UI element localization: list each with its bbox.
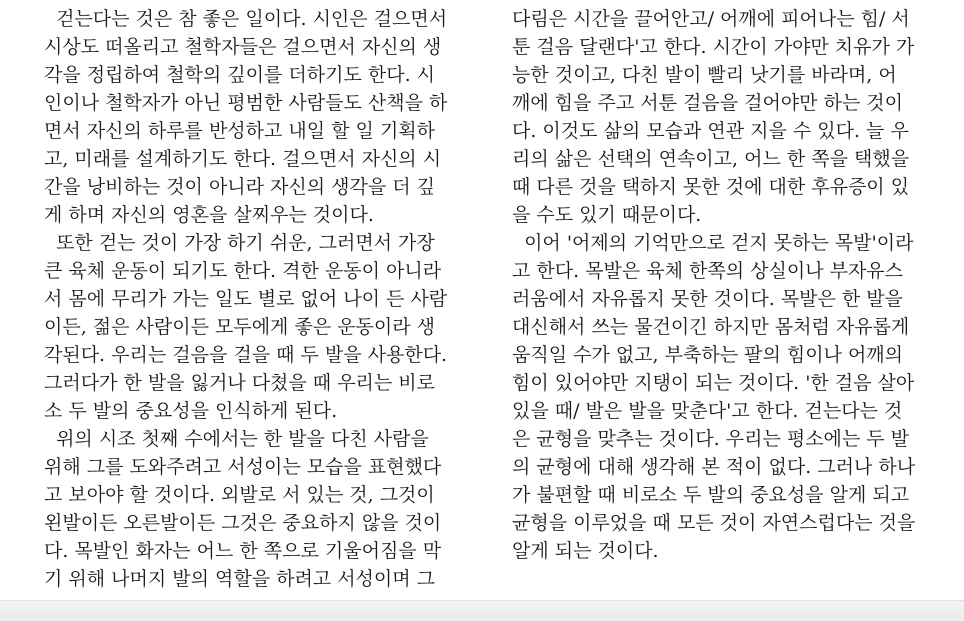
text-line: 있을 때/ 발은 발을 맞춘다'고 한다. 걷는다는 것 [512,400,903,422]
text-line: 힘이 있어야만 지탱이 되는 것이다. '한 걸음 살아 [512,372,915,394]
text-line: 소 두 발의 중요성을 인식하게 된다. [44,400,338,422]
text-line: 능한 것이고, 다친 발이 빨리 낫기를 바라며, 어 [512,64,897,86]
text-line: 간을 낭비하는 것이 아니라 자신의 생각을 더 깊 [44,176,436,198]
text-line: 각된다. 우리는 걸음을 걸을 때 두 발을 사용한다. [44,344,448,366]
text-line: 게 하며 자신의 영혼을 살찌우는 것이다. [44,204,374,226]
text-line: 움직일 수가 없고, 부축하는 팔의 힘이나 어깨의 [512,344,904,366]
text-line: 그러다가 한 발을 잃거나 다쳤을 때 우리는 비로 [44,372,436,394]
text-line: 알게 되는 것이다. [512,540,659,562]
text-line: 면서 자신의 하루를 반성하고 내일 할 일 기획하 [44,120,436,142]
page-bottom-edge [0,600,964,621]
text-line: 가 불편할 때 비로소 두 발의 중요성을 알게 되고 [512,484,910,506]
text-line: 서 몸에 무리가 가는 일도 별로 없어 나이 든 사람 [44,288,448,310]
text-line: 툰 걸음 달랜다'고 한다. 시간이 가야만 치유가 가 [512,36,915,58]
text-line: 은 균형을 맞추는 것이다. 우리는 평소에는 두 발 [512,428,910,450]
text-line: 또한 걷는 것이 가장 하기 쉬운, 그러면서 가장 [44,232,435,254]
text-line: 리의 삶은 선택의 연속이고, 어느 한 쪽을 택했을 [512,148,910,170]
text-line: 때 다른 것을 택하지 못한 것에 대한 후유증이 있 [512,176,910,198]
text-line: 위해 그를 도와주려고 서성이는 모습을 표현했다 [44,456,442,478]
text-line: 시상도 떠올리고 철학자들은 걸으면서 자신의 생 [44,36,442,58]
text-line: 큰 육체 운동이 되기도 한다. 격한 운동이 아니라 [44,260,442,282]
text-line: 고 한다. 목발은 육체 한쪽의 상실이나 부자유스 [512,260,904,282]
text-line: 고, 미래를 설계하기도 한다. 걸으면서 자신의 시 [44,148,442,170]
text-line: 인이나 철학자가 아닌 평범한 사람들도 산책을 하 [44,92,448,114]
text-line: 기 위해 나머지 발의 역할을 하려고 서성이며 그 [44,568,436,590]
text-line: 이든, 젊은 사람이든 모두에게 좋은 운동이라 생 [44,316,436,338]
text-line: 을 수도 있기 때문이다. [512,204,702,226]
text-line: 위의 시조 첫째 수에서는 한 발을 다친 사람을 [44,428,429,450]
text-line: 균형을 이루었을 때 모든 것이 자연스럽다는 것을 [512,512,916,534]
text-line: 대신해서 쓰는 물건이긴 하지만 몸처럼 자유롭게 [512,316,910,338]
text-line: 이어 '어제의 기억만으로 걷지 못하는 목발'이라 [512,232,914,254]
text-line: 다림은 시간을 끌어안고/ 어깨에 피어나는 힘/ 서 [512,8,910,30]
text-line: 러움에서 자유롭지 못한 것이다. 목발은 한 발을 [512,288,904,310]
text-line: 각을 정립하여 철학의 깊이를 더하기도 한다. 시 [44,64,436,86]
text-line: 다. 이것도 삶의 모습과 연관 지을 수 있다. 늘 우 [512,120,909,142]
text-line: 의 균형에 대해 생각해 본 적이 없다. 그러나 하나 [512,456,916,478]
text-line: 고 보아야 할 것이다. 외발로 서 있는 것, 그것이 [44,484,435,506]
text-line: 깨에 힘을 주고 서툰 걸음을 걸어야만 하는 것이 [512,92,904,114]
text-line: 다. 목발인 화자는 어느 한 쪽으로 기울어짐을 막 [44,540,442,562]
text-line: 걷는다는 것은 참 좋은 일이다. 시인은 걸으면서 [44,8,448,30]
text-line: 왼발이든 오른발이든 그것은 중요하지 않을 것이 [44,512,442,534]
